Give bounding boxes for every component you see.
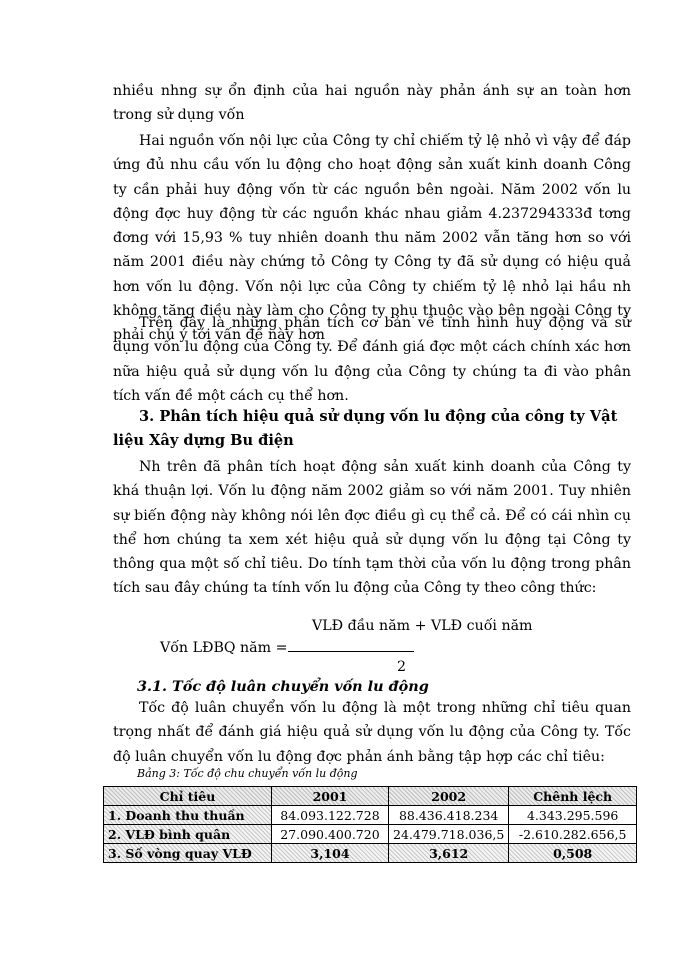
- paragraph-continuation: nhiều nhng sự ổn định của hai nguồn này phản ánh sự an toàn hơn trong sử dụng vốn: [113, 83, 631, 124]
- header-2001: 2001: [271, 787, 388, 806]
- header-2002: 2002: [389, 787, 509, 806]
- formula-numerator: VLĐ đầu năm + VLĐ cuối năm: [312, 618, 533, 634]
- paragraph-subsection31: Tốc độ luân chuyển vốn lu động là một trong những chỉ tiêu quan trọng nhất để đánh giá hiệu quả sử dụng vốn lu động của Công ty. Tốc độ luân chuyển vốn lu động đợc phản ánh bằng tập hợp các chỉ tiêu:: [113, 700, 631, 765]
- formula-lhs: Vốn LĐBQ năm =: [160, 640, 288, 656]
- paragraph-section3-intro: Nh trên đã phân tích hoạt động sản xuất kinh doanh của Công ty khá thuận lợi. Vốn lu động năm 2002 giảm so với năm 2001. Tuy nhiên sự biến động này không nói lên đợc điều gì cụ thể cả. Để có cái nhìn cụ thể hơn chúng ta xem xét hiệu quả sử dụng vốn lu động tại Công ty thông qua một số chỉ tiêu. Do tính tạm thời của vốn lu động trong phân tích sau đây chúng ta tính vốn lu động của Công ty theo công thức:: [113, 459, 631, 597]
- paragraph-internal-capital: Hai nguồn vốn nội lực của Công ty chỉ chiếm tỷ lệ nhỏ vì vậy để đáp ứng đủ nhu cầu vốn lu động cho hoạt động sản xuất kinh doanh Công ty cần phải huy động vốn từ các nguồn bên ngoài. Năm 2002 vốn lu động đợc huy động từ các nguồn khác nhau giảm 4.237294333đ tơng đơng với 15,93 % tuy nhiên doanh thu năm 2002 vẫn tăng hơn so với năm 2001 điều này chứng tỏ Công ty Công ty đã sử dụng có hiệu quả hơn vốn lu động. Vốn nội lực của Công ty chiếm tỷ lệ nhỏ lại hầu nh không tăng điều này làm cho Công ty phụ thuộc vào bên ngoài Công ty phải chú ý tới vấn đề này hơn: [113, 133, 631, 344]
- table-row: [104, 825, 637, 844]
- row-value-diff: 0,508: [509, 844, 637, 863]
- row-value-2002: 3,612: [389, 844, 509, 863]
- header-indicator: Chỉ tiêu: [104, 787, 272, 806]
- row-value-2001: 27.090.400.720: [271, 825, 388, 844]
- turnover-table: [103, 786, 637, 863]
- row-label: 3. Số vòng quay VLĐ: [104, 844, 272, 863]
- section-heading-3: 3. Phân tích hiệu quả sử dụng vốn lu động của công ty Vật liệu Xây dựng Bu điện: [113, 408, 618, 449]
- row-value-diff: 4.343.295.596: [509, 806, 637, 825]
- row-label: 1. Doanh thu thuần: [104, 806, 272, 825]
- row-value-2002: 88.436.418.234: [389, 806, 509, 825]
- formula-fraction-bar: [288, 651, 414, 652]
- row-value-diff: -2.610.282.656,5: [509, 825, 637, 844]
- header-difference: Chênh lệch: [509, 787, 637, 806]
- row-label: 2. VLĐ bình quân: [104, 825, 272, 844]
- table-row: [104, 844, 637, 863]
- row-value-2001: 84.093.122.728: [271, 806, 388, 825]
- subsection-heading-3-1: 3.1. Tốc độ luân chuyển vốn lu động: [137, 678, 429, 695]
- paragraph-summary: Trên đây là những phân tích cơ bản về tình hình huy động và sử dụng vốn lu động của Công ty. Để đánh giá đợc một cách chính xác hơn nữa hiệu quả sử dụng vốn lu động của Công ty chúng ta đi vào phân tích vấn đề một cách cụ thể hơn.: [113, 315, 631, 404]
- formula-denominator: 2: [397, 659, 407, 675]
- table-row: [104, 806, 637, 825]
- table-header-row: [104, 787, 637, 806]
- row-value-2002: 24.479.718.036,5: [389, 825, 509, 844]
- table-caption: Bảng 3: Tốc độ chu chuyển vốn lu động: [137, 767, 358, 780]
- row-value-2001: 3,104: [271, 844, 388, 863]
